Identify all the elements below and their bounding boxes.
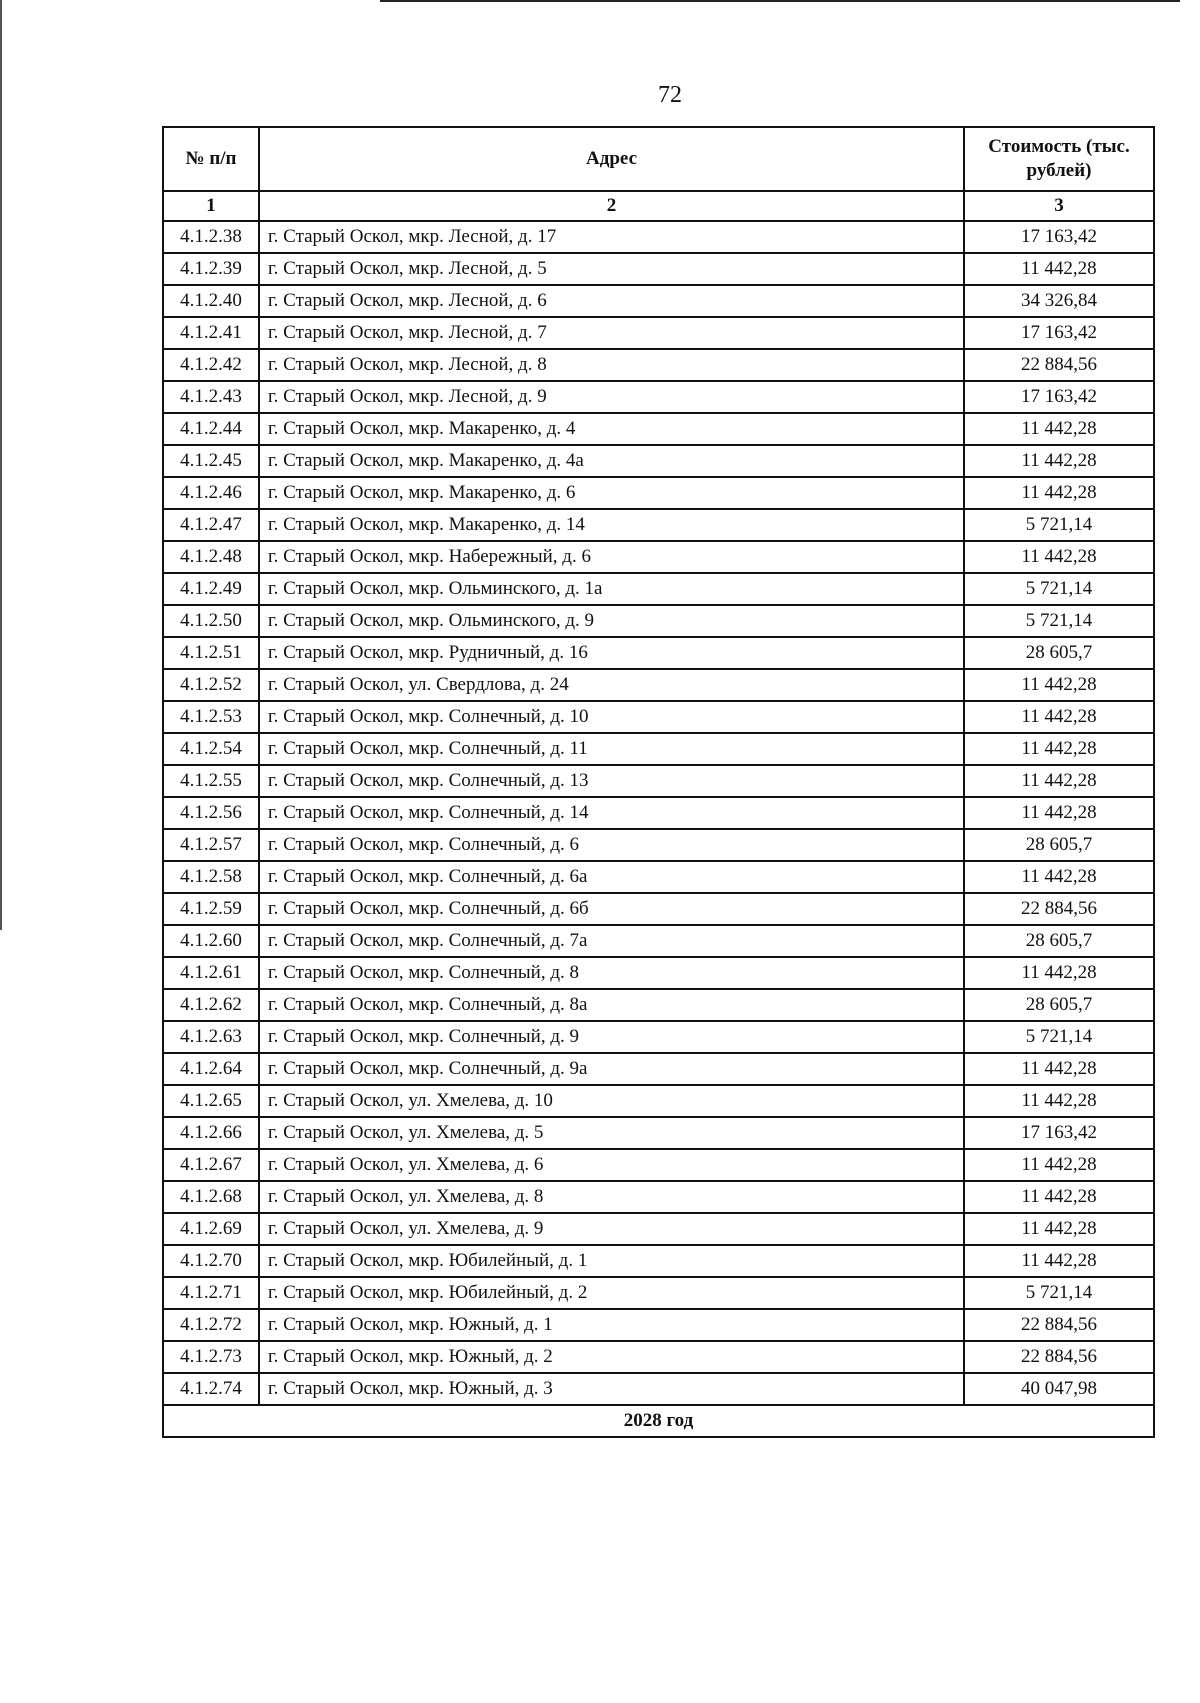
table-row bbox=[163, 1149, 1154, 1181]
row-cost: 22 884,56 bbox=[964, 893, 1154, 925]
row-cost: 5 721,14 bbox=[964, 1277, 1154, 1309]
row-number: 4.1.2.68 bbox=[163, 1181, 259, 1213]
table-row bbox=[163, 1053, 1154, 1085]
row-number: 4.1.2.72 bbox=[163, 1309, 259, 1341]
row-cost: 17 163,42 bbox=[964, 1117, 1154, 1149]
header-address: Адрес bbox=[259, 127, 964, 191]
row-cost: 11 442,28 bbox=[964, 957, 1154, 989]
row-cost: 22 884,56 bbox=[964, 1309, 1154, 1341]
row-address: г. Старый Оскол, ул. Хмелева, д. 9 bbox=[259, 1213, 964, 1245]
row-number: 4.1.2.67 bbox=[163, 1149, 259, 1181]
header-num: № п/п bbox=[163, 127, 259, 191]
row-number: 4.1.2.44 bbox=[163, 413, 259, 445]
row-number: 4.1.2.70 bbox=[163, 1245, 259, 1277]
row-number: 4.1.2.65 bbox=[163, 1085, 259, 1117]
row-address: г. Старый Оскол, мкр. Макаренко, д. 4 bbox=[259, 413, 964, 445]
row-cost: 11 442,28 bbox=[964, 733, 1154, 765]
row-address: г. Старый Оскол, мкр. Солнечный, д. 14 bbox=[259, 797, 964, 829]
scan-top-border bbox=[380, 0, 1180, 2]
row-address: г. Старый Оскол, мкр. Солнечный, д. 7а bbox=[259, 925, 964, 957]
table-row bbox=[163, 989, 1154, 1021]
table-row bbox=[163, 1117, 1154, 1149]
row-number: 4.1.2.56 bbox=[163, 797, 259, 829]
table-row bbox=[163, 765, 1154, 797]
row-number: 4.1.2.47 bbox=[163, 509, 259, 541]
row-address: г. Старый Оскол, мкр. Макаренко, д. 6 bbox=[259, 477, 964, 509]
table-row bbox=[163, 381, 1154, 413]
table-row bbox=[163, 637, 1154, 669]
row-address: г. Старый Оскол, мкр. Лесной, д. 17 bbox=[259, 221, 964, 253]
row-cost: 22 884,56 bbox=[964, 349, 1154, 381]
table-row bbox=[163, 509, 1154, 541]
row-number: 4.1.2.43 bbox=[163, 381, 259, 413]
table-row bbox=[163, 605, 1154, 637]
page-number: 72 bbox=[658, 82, 682, 108]
row-number: 4.1.2.58 bbox=[163, 861, 259, 893]
row-number: 4.1.2.71 bbox=[163, 1277, 259, 1309]
table-row bbox=[163, 573, 1154, 605]
row-cost: 11 442,28 bbox=[964, 765, 1154, 797]
row-cost: 11 442,28 bbox=[964, 797, 1154, 829]
table-row bbox=[163, 1085, 1154, 1117]
row-address: г. Старый Оскол, мкр. Рудничный, д. 16 bbox=[259, 637, 964, 669]
row-number: 4.1.2.74 bbox=[163, 1373, 259, 1405]
row-address: г. Старый Оскол, мкр. Макаренко, д. 4а bbox=[259, 445, 964, 477]
row-cost: 11 442,28 bbox=[964, 413, 1154, 445]
row-cost: 11 442,28 bbox=[964, 701, 1154, 733]
table-row bbox=[163, 317, 1154, 349]
row-address: г. Старый Оскол, мкр. Макаренко, д. 14 bbox=[259, 509, 964, 541]
row-number: 4.1.2.73 bbox=[163, 1341, 259, 1373]
row-cost: 28 605,7 bbox=[964, 637, 1154, 669]
row-number: 4.1.2.42 bbox=[163, 349, 259, 381]
table-row bbox=[163, 797, 1154, 829]
table-row bbox=[163, 669, 1154, 701]
row-address: г. Старый Оскол, мкр. Солнечный, д. 6б bbox=[259, 893, 964, 925]
row-number: 4.1.2.48 bbox=[163, 541, 259, 573]
row-number: 4.1.2.46 bbox=[163, 477, 259, 509]
row-address: г. Старый Оскол, мкр. Ольминского, д. 1а bbox=[259, 573, 964, 605]
row-number: 4.1.2.63 bbox=[163, 1021, 259, 1053]
table-row bbox=[163, 253, 1154, 285]
row-number: 4.1.2.50 bbox=[163, 605, 259, 637]
row-address: г. Старый Оскол, мкр. Лесной, д. 7 bbox=[259, 317, 964, 349]
table-row bbox=[163, 1309, 1154, 1341]
row-number: 4.1.2.62 bbox=[163, 989, 259, 1021]
row-number: 4.1.2.64 bbox=[163, 1053, 259, 1085]
row-number: 4.1.2.49 bbox=[163, 573, 259, 605]
column-index-2: 2 bbox=[259, 191, 964, 221]
row-cost: 11 442,28 bbox=[964, 477, 1154, 509]
table-row bbox=[163, 701, 1154, 733]
row-cost: 5 721,14 bbox=[964, 605, 1154, 637]
row-address: г. Старый Оскол, ул. Хмелева, д. 5 bbox=[259, 1117, 964, 1149]
row-address: г. Старый Оскол, мкр. Солнечный, д. 10 bbox=[259, 701, 964, 733]
row-number: 4.1.2.54 bbox=[163, 733, 259, 765]
row-address: г. Старый Оскол, мкр. Южный, д. 2 bbox=[259, 1341, 964, 1373]
row-address: г. Старый Оскол, мкр. Лесной, д. 6 bbox=[259, 285, 964, 317]
year-section-row bbox=[163, 1405, 1154, 1437]
table-row bbox=[163, 1245, 1154, 1277]
row-cost: 11 442,28 bbox=[964, 669, 1154, 701]
row-address: г. Старый Оскол, мкр. Солнечный, д. 13 bbox=[259, 765, 964, 797]
row-cost: 11 442,28 bbox=[964, 445, 1154, 477]
row-number: 4.1.2.61 bbox=[163, 957, 259, 989]
row-cost: 11 442,28 bbox=[964, 1245, 1154, 1277]
row-cost: 17 163,42 bbox=[964, 381, 1154, 413]
row-cost: 11 442,28 bbox=[964, 1181, 1154, 1213]
row-address: г. Старый Оскол, мкр. Солнечный, д. 6а bbox=[259, 861, 964, 893]
table-row bbox=[163, 445, 1154, 477]
row-address: г. Старый Оскол, мкр. Солнечный, д. 8а bbox=[259, 989, 964, 1021]
table-row bbox=[163, 893, 1154, 925]
row-cost: 11 442,28 bbox=[964, 253, 1154, 285]
row-number: 4.1.2.57 bbox=[163, 829, 259, 861]
table-row bbox=[163, 285, 1154, 317]
row-number: 4.1.2.60 bbox=[163, 925, 259, 957]
row-address: г. Старый Оскол, мкр. Набережный, д. 6 bbox=[259, 541, 964, 573]
row-cost: 17 163,42 bbox=[964, 317, 1154, 349]
row-number: 4.1.2.45 bbox=[163, 445, 259, 477]
row-address: г. Старый Оскол, мкр. Солнечный, д. 11 bbox=[259, 733, 964, 765]
header-cost: Стоимость (тыс. рублей) bbox=[964, 127, 1154, 191]
scan-left-edge bbox=[0, 0, 2, 930]
row-address: г. Старый Оскол, мкр. Солнечный, д. 9а bbox=[259, 1053, 964, 1085]
row-address: г. Старый Оскол, мкр. Лесной, д. 8 bbox=[259, 349, 964, 381]
row-address: г. Старый Оскол, мкр. Ольминского, д. 9 bbox=[259, 605, 964, 637]
row-number: 4.1.2.52 bbox=[163, 669, 259, 701]
table-row bbox=[163, 477, 1154, 509]
column-index-row bbox=[163, 191, 1154, 221]
table-row bbox=[163, 1213, 1154, 1245]
table-row bbox=[163, 541, 1154, 573]
year-label: 2028 год bbox=[163, 1405, 1154, 1437]
row-number: 4.1.2.41 bbox=[163, 317, 259, 349]
table-row bbox=[163, 733, 1154, 765]
row-address: г. Старый Оскол, ул. Свердлова, д. 24 bbox=[259, 669, 964, 701]
row-address: г. Старый Оскол, мкр. Солнечный, д. 8 bbox=[259, 957, 964, 989]
table-row bbox=[163, 1181, 1154, 1213]
table-row bbox=[163, 221, 1154, 253]
table-row bbox=[163, 925, 1154, 957]
row-address: г. Старый Оскол, ул. Хмелева, д. 10 bbox=[259, 1085, 964, 1117]
row-number: 4.1.2.69 bbox=[163, 1213, 259, 1245]
column-index-1: 1 bbox=[163, 191, 259, 221]
row-number: 4.1.2.40 bbox=[163, 285, 259, 317]
row-number: 4.1.2.51 bbox=[163, 637, 259, 669]
row-cost: 11 442,28 bbox=[964, 1213, 1154, 1245]
row-number: 4.1.2.38 bbox=[163, 221, 259, 253]
column-index-3: 3 bbox=[964, 191, 1154, 221]
row-address: г. Старый Оскол, мкр. Южный, д. 1 bbox=[259, 1309, 964, 1341]
row-address: г. Старый Оскол, мкр. Лесной, д. 5 bbox=[259, 253, 964, 285]
row-cost: 11 442,28 bbox=[964, 1085, 1154, 1117]
table-row bbox=[163, 829, 1154, 861]
row-number: 4.1.2.39 bbox=[163, 253, 259, 285]
row-address: г. Старый Оскол, мкр. Солнечный, д. 9 bbox=[259, 1021, 964, 1053]
row-cost: 5 721,14 bbox=[964, 573, 1154, 605]
row-number: 4.1.2.66 bbox=[163, 1117, 259, 1149]
row-address: г. Старый Оскол, мкр. Солнечный, д. 6 bbox=[259, 829, 964, 861]
table-row bbox=[163, 1341, 1154, 1373]
row-cost: 28 605,7 bbox=[964, 925, 1154, 957]
row-cost: 22 884,56 bbox=[964, 1341, 1154, 1373]
table-row bbox=[163, 1277, 1154, 1309]
table-row bbox=[163, 349, 1154, 381]
row-cost: 11 442,28 bbox=[964, 861, 1154, 893]
row-cost: 28 605,7 bbox=[964, 989, 1154, 1021]
row-address: г. Старый Оскол, мкр. Юбилейный, д. 2 bbox=[259, 1277, 964, 1309]
row-address: г. Старый Оскол, ул. Хмелева, д. 8 bbox=[259, 1181, 964, 1213]
row-address: г. Старый Оскол, мкр. Юбилейный, д. 1 bbox=[259, 1245, 964, 1277]
table-row bbox=[163, 413, 1154, 445]
row-cost: 11 442,28 bbox=[964, 1149, 1154, 1181]
row-cost: 11 442,28 bbox=[964, 1053, 1154, 1085]
table-row bbox=[163, 861, 1154, 893]
cost-table bbox=[162, 126, 1155, 1438]
row-cost: 5 721,14 bbox=[964, 1021, 1154, 1053]
row-number: 4.1.2.55 bbox=[163, 765, 259, 797]
row-address: г. Старый Оскол, мкр. Лесной, д. 9 bbox=[259, 381, 964, 413]
table-row bbox=[163, 1021, 1154, 1053]
table-body bbox=[163, 191, 1154, 1437]
row-cost: 28 605,7 bbox=[964, 829, 1154, 861]
row-cost: 11 442,28 bbox=[964, 541, 1154, 573]
table-header-row bbox=[163, 127, 1154, 191]
row-address: г. Старый Оскол, ул. Хмелева, д. 6 bbox=[259, 1149, 964, 1181]
row-number: 4.1.2.59 bbox=[163, 893, 259, 925]
table-row bbox=[163, 957, 1154, 989]
row-address: г. Старый Оскол, мкр. Южный, д. 3 bbox=[259, 1373, 964, 1405]
table-row bbox=[163, 1373, 1154, 1405]
row-cost: 34 326,84 bbox=[964, 285, 1154, 317]
row-cost: 5 721,14 bbox=[964, 509, 1154, 541]
row-number: 4.1.2.53 bbox=[163, 701, 259, 733]
row-cost: 17 163,42 bbox=[964, 221, 1154, 253]
row-cost: 40 047,98 bbox=[964, 1373, 1154, 1405]
